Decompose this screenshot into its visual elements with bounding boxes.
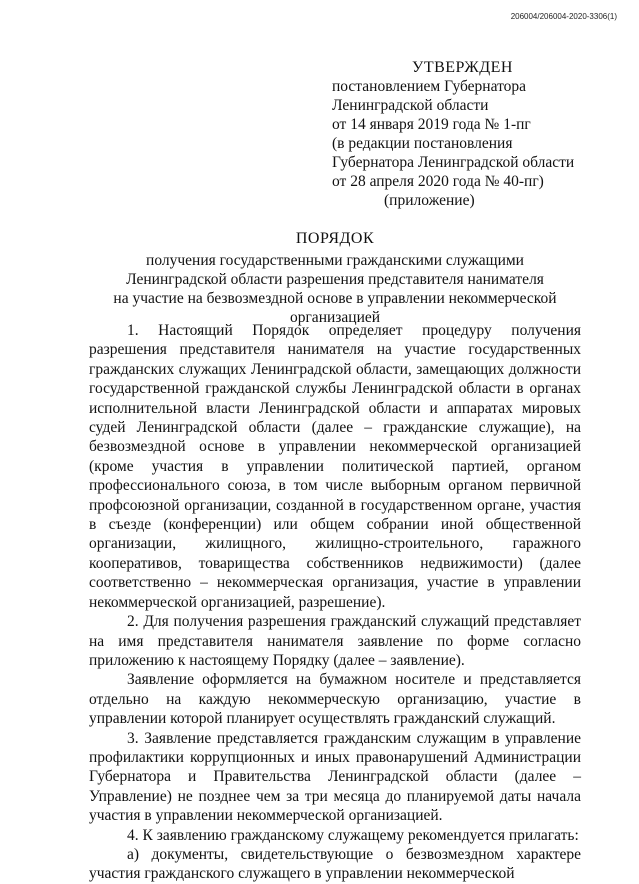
approval-line: Ленинградской области [332, 97, 489, 114]
approved-heading: УТВЕРЖДЕН [412, 59, 513, 76]
document-title-block [80, 229, 590, 327]
document-registration-number: 206004/206004-2020-3306(1) [510, 12, 617, 21]
document-subtitle-line: организацией [289, 309, 381, 326]
approval-line: от 28 апреля 2020 года № 40-пг) [332, 173, 544, 190]
appendix-label: (приложение) [384, 192, 475, 209]
body-paragraph: Заявление оформляется на бумажном носителе и представляется отдельно на каждую некоммерческую организацию, участие в управлении которой планирует осуществлять гражданский служащий. [89, 671, 581, 728]
approval-line: (в редакции постановления [332, 135, 513, 152]
approval-line: от 14 января 2019 года № 1-пг [332, 116, 531, 133]
body-paragraph: 4. К заявлению гражданскому служащему рекомендуется прилагать: [127, 826, 579, 844]
approval-stamp-block [332, 58, 612, 210]
body-paragraph: 1. Настоящий Порядок определяет процедуру получения разрешения представителя нанимателя на участие государственных гражданских служащих Ленинградской области, замещающих должности государственной гражданской службы Ленинградской области в органах исполнительной власти Ленинградской области и аппаратах мировых судей Ленинградской области (далее – гражданские служащие), на безвозмездной основе в управлении некоммерческой организацией (кроме участия в управлении политической партией, органом профессионального союза, в том числе выборным органом первичной профсоюзной организации, созданной в государственном органе, участия в съезде (конференции) или общем собрании иной общественной организации, жилищного, жилищно-строительного, гаражного кооперативов, товарищества собственников недвижимости) (далее соответственно – некоммерческая организация, участие в управлении некоммерческой организацией, разрешение). [89, 322, 581, 611]
document-title: ПОРЯДОК [295, 230, 375, 247]
document-subtitle-line: Ленинградской области разрешения представителя нанимателя [126, 271, 544, 288]
document-subtitle-line: на участие на безвозмездной основе в управлении некоммерческой [113, 290, 557, 307]
approval-line: Губернатора Ленинградской области [332, 154, 575, 171]
document-body [89, 321, 581, 884]
approval-line: постановлением Губернатора [332, 78, 527, 95]
body-paragraph: а) документы, свидетельствующие о безвозмездном характере участия гражданского служащего в управлении некоммерческой [89, 845, 581, 883]
body-paragraph: 2. Для получения разрешения гражданский служащий представляет на имя представителя нанимателя заявление по форме согласно приложению к настоящему Порядку (далее – заявление). [89, 613, 581, 669]
document-subtitle-line: получения государственными гражданскими служащими [146, 252, 524, 269]
body-paragraph: 3. Заявление представляется гражданским служащим в управление профилактики коррупционных и иных правонарушений Администрации Губернатора и Правительства Ленинградской области (далее – Управление) не позднее чем за три месяца до планируемой даты начала участия в управлении некоммерческой организацией. [89, 729, 581, 825]
